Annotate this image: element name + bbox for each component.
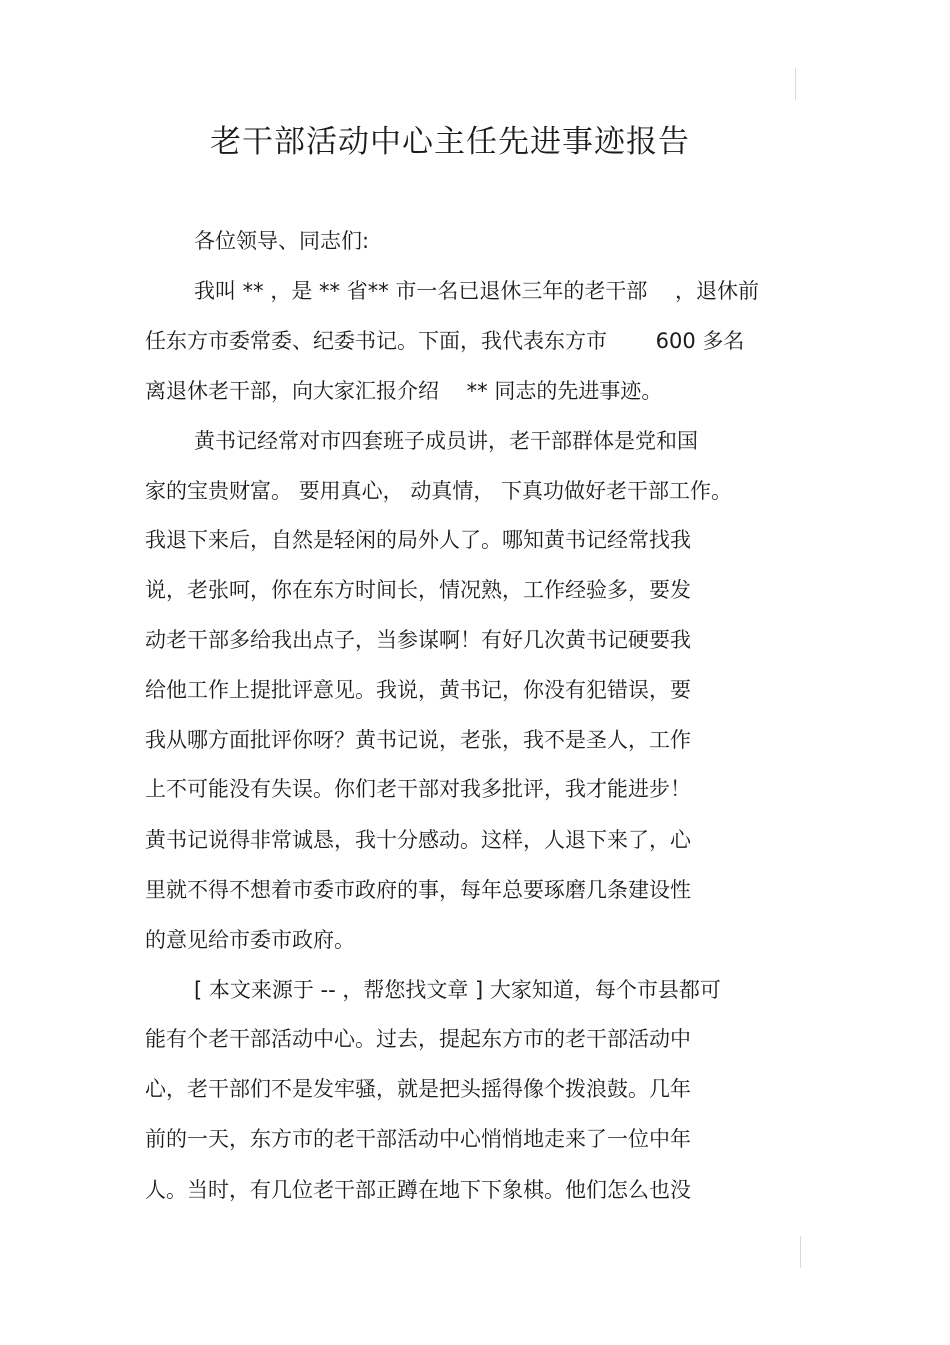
paragraph-line: 前的一天，东方市的老干部活动中心悄悄地走来了一位中年 (145, 1127, 691, 1151)
document-title: 老干部活动中心主任先进事迹报告 (210, 124, 690, 160)
paragraph-line: 我退下来后，自然是轻闲的局外人了。哪知黄书记经常找我 (145, 528, 691, 552)
salutation: 各位领导、同志们: (194, 229, 370, 253)
paragraph-line: 任东方市委常委、纪委书记。下面，我代表东方市 600 多名 (145, 329, 745, 353)
paragraph-line: 人。当时，有几位老干部正蹲在地下下象棋。他们怎么也没 (145, 1178, 691, 1202)
paragraph-line: 能有个老干部活动中心。过去，提起东方市的老干部活动中 (145, 1027, 691, 1051)
paragraph-line: 我叫 ** ，是 ** 省** 市一名已退休三年的老干部 ，退休前 (194, 279, 760, 303)
paragraph-line: 黄书记说得非常诚恳，我十分感动。这样，人退下来了，心 (145, 828, 691, 852)
paragraph-line: 的意见给市委市政府。 (145, 928, 355, 952)
paragraph-line: 动老干部多给我出点子，当参谋啊！有好几次黄书记硬要我 (145, 628, 691, 652)
paragraph-line: 离退休老干部，向大家汇报介绍 ** 同志的先进事迹。 (145, 379, 663, 403)
paragraph-line: 心，老干部们不是发牢骚，就是把头摇得像个拨浪鼓。几年 (145, 1077, 691, 1101)
paragraph-line: 里就不得不想着市委市政府的事，每年总要琢磨几条建设性 (145, 878, 691, 902)
paragraph-line: [ 本文来源于 -- ，帮您找文章 ] 大家知道，每个市县都可 (194, 978, 721, 1002)
paragraph-line: 家的宝贵财富。 要用真心， 动真情， 下真功做好老干部工作。 (145, 479, 733, 503)
paragraph-line: 黄书记经常对市四套班子成员讲，老干部群体是党和国 (194, 429, 698, 453)
margin-mark-top-right (795, 68, 796, 100)
paragraph-line: 给他工作上提批评意见。我说，黄书记，你没有犯错误，要 (145, 678, 691, 702)
paragraph-line: 上不可能没有失误。你们老干部对我多批评，我才能进步！ (145, 777, 691, 801)
paragraph-line: 我从哪方面批评你呀？黄书记说，老张，我不是圣人，工作 (145, 728, 691, 752)
margin-mark-bottom-right (800, 1236, 801, 1268)
paragraph-line: 说，老张呵，你在东方时间长，情况熟，工作经验多，要发 (145, 578, 691, 602)
